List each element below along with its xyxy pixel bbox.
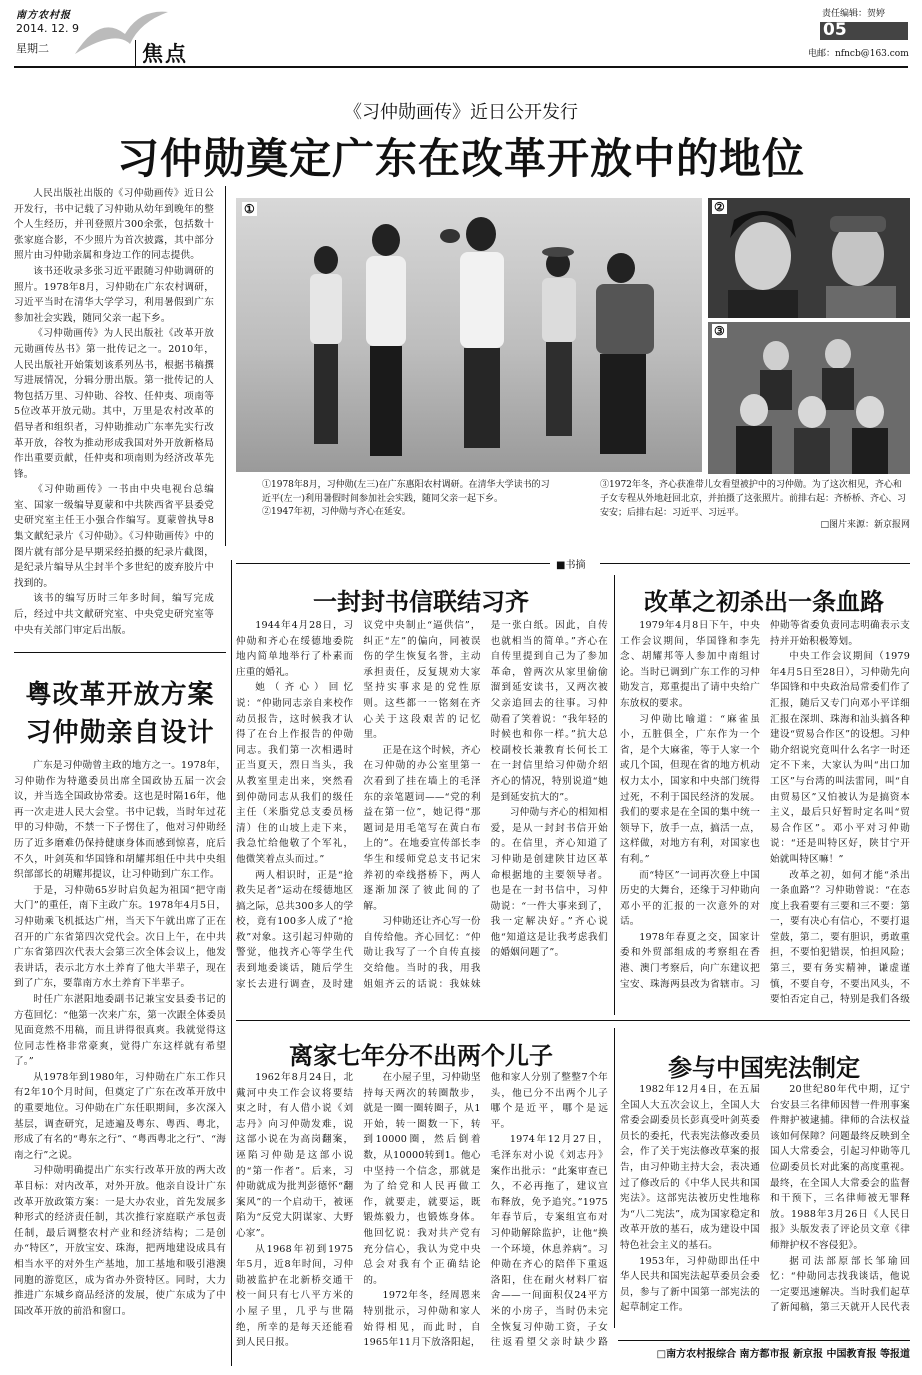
masthead (0, 0, 922, 90)
letters-section-title: 一封封书信联结习齐 (313, 587, 529, 616)
sons-paragraph: 1962年8月24日，北戴河中央工作会议将要结束之时，有人借小说《刘志丹》向习仲勋发难，说这部小说在为高岗翻案，诬陷习仲勋是这部小说的“第一作者”。后来，习仲勋就成为批判彭德怀“翻案风”的一个启动干，被诬陷为“反党大阴谋家、大野心家”。 (236, 1072, 354, 1239)
lead-paragraph: 人民出版社出版的《习仲勋画传》近日公开发行，书中记载了习仲勋从幼年到晚年的整个人生经历，并刊登照片300余张，包括数十张家庭合影，不少照片为首次披露，其中部分照片由习仲勋亲属和身边工作的同志提供。 (14, 188, 214, 262)
photo-label-1: ① (244, 202, 255, 216)
contact-email: 电邮：nfncb@163.com (808, 49, 909, 59)
excerpt-rule-left (236, 563, 550, 564)
excerpt-rule-right (600, 563, 910, 564)
letters-section-body (236, 618, 608, 1014)
lead-paragraph: 《习仲勋画传》为人民出版社《改革开放元勋画传丛书》第一批传记之一。2010年，人民出版社开始策划该系列丛书，根据书稿撰写进展情况，分辑分册出版。第一批传记的人物包括万里、习仲勋、谷牧、任仲夷、项南等5位改革开放元勋。其中，万里是农村改革的倡导者和组织者，习仲勋推动广东率先实行改革开放，谷牧为推动形成我国对外开放新格局作出重要贡献，任仲夷和项南则为经济改革先锋。 (14, 328, 214, 480)
reform-section-body (620, 618, 910, 1014)
photo-label-2: ② (714, 200, 725, 214)
photo-1947-yanan-couple (708, 198, 910, 318)
footer-sources: □南方农村报综合 南方都市报 新京报 中国教育报 等报道 (618, 1340, 910, 1360)
lead-paragraph: 《习仲勋画传》一书由中央电视台总编室、国家一级编导夏蒙和中共陕西省平县委党史研究室主任王小强合作编写。夏蒙曾执导8集文献纪录片《习仲勋》。《习仲勋画传》中的图片就有部分是早期采经拍摄的纪录片截图，是纪录片编导从尘封半个多世纪的废弃胶片中找到的。 (14, 484, 214, 589)
gd-paragraph: 于是，习仲勋65岁时启负起为祖国“把守南大门”的重任，南下主政广东。1978年4月5日，习仲勋乘飞机抵达广州，当天下午就出席了正在召开的广东省第四次党代会。次日上午，在中共广东省第四次代表大会第三次全体会议上，他发表讲话，表示北方水土养育了他大半辈子，现在到了广东，要靠南方水土养育下半辈子。 (14, 884, 226, 990)
couple-portrait (708, 198, 910, 318)
letters-paragraph: 两人相识时，正是“抢救失足者”运动在绥德地区搞之际，总共300多人的学校，竟有100多人成了“抢救”对象。这引起习仲勋的警觉，他找齐心等学生代表到地委谈话，随后学生家长去进行调查，及时建议党中央制止“逼供信”，纠正“左”的偏向，同被误伤的学生恢复名誉，主动承担责任，反复规劝大家坚持实事求是的党性原则。这些都一一铭刻在齐心关于这段艰苦的记忆里。 (236, 620, 481, 990)
reform-paragraph: 习仲勋比喻道：“麻雀虽小，五脏俱全，广东作为一个省，是个大麻雀，等于人家一个或几个国，但现在省的地方机动权力太小，国家和中央部门统得过死，不利于国民经济的发展。我们的要求是在全国的集中统一领导下，放手一点，搞活一点，这样做，对地方有利，对国家也有利。” (620, 713, 760, 865)
gd-section-title-1: 粤改革开放方案 (25, 680, 215, 710)
paper-name: 南方农村报 (16, 10, 71, 21)
sons-top-rule (236, 1020, 910, 1021)
const-paragraph: 据司法部原部长邹瑜回忆：“仲勋同志找我谈话，他说一定要迅速解决。当时我们起草了新闻稿，第三天就开人民代表 (770, 1255, 910, 1314)
gd-paragraph: 广东是习仲勋曾主政的地方之一。1978年，习仲勋作为特邀委员出席全国政协五届一次会议，并当选全国政协常委。这也是时隔16年，他再一次走进人民大会堂。书中记载，当时年过花甲的习仲勋，不禁一下子愣住了，他对习仲勋经历了近多磨难仍保持健康身体而感到惊喜，庇后不久，叶剑英和华国锋和胡耀邦组任中共中央组织部部长的胡耀邦提议，让习仲勋到广东工作。 (14, 760, 226, 881)
gd-column-divider (231, 560, 232, 1366)
letters-paragraph: 习仲勋与齐心的相知相爱，是从一封封书信开始的。在信里，齐心知道了习仲勋是创建陕甘边区革命根据地的主要领导者。也是在一封书信中，习仲勋说：“一件大事来到了，我一定解决好。”齐心说他“知道这是让我考虑我们的婚姻问题了”。 (490, 807, 608, 959)
family-portrait (708, 322, 910, 474)
section-title: 焦点 (142, 41, 188, 66)
issue-date: 2014. 12. 9 (16, 22, 79, 35)
letters-paragraph: 1944年4月28日，习仲勋和齐心在绥德地委院地内简单地举行了朴素而庄重的婚礼。 (236, 620, 354, 678)
gd-section-rule (14, 652, 226, 653)
section-vertical-divider (135, 40, 136, 66)
sons-section-body (236, 1070, 608, 1362)
sons-section-title: 离家七年分不出两个儿子 (289, 1041, 553, 1070)
reform-paragraph: 1978年春夏之交，国家计委和外贸部组成的考察组在香港、澳门考察后，向广东建议把宝安、珠海两县改为省辖市。习仲勋等省委负责同志明确表示支持并开始积极筹划。 (620, 620, 910, 990)
excerpt-label: ■书摘 (556, 560, 586, 571)
reform-section-title: 改革之初杀出一条血路 (644, 587, 884, 616)
sons-paragraph: 从1968年初到1975年5月，近8年时间，习仲勋被监护在北新桥交通干校一间只有七八平方米的小屋子里，几乎与世隔绝，所幸的是每天还能看到人民日报。 (236, 1243, 354, 1349)
letters-reform-divider (614, 575, 615, 1015)
caption-photo-1: ①1978年8月，习仲勋(左三)在广东惠阳农村调研。在清华大学读书的习近平(左一)利用暑假时间参加社会实践，随同父亲一起下乡。 (262, 480, 550, 504)
letters-paragraph: 正是在这个时候，齐心在习仲勋的办公室里第一次看到了挂在墙上的毛泽东的亲笔题词——“党的利益在第一位”，她记得“那题词是用毛笔写在黄白布上的”。在地委宣传部长李华生和绥师党总支书记宋养初的牵线搭桥下，两人逐渐加深了彼此间的了解。 (363, 744, 481, 912)
photo-1972-family-reunion (708, 322, 910, 474)
gd-section-title-2: 习仲勋亲自设计 (25, 718, 215, 748)
page-number: 05 (823, 20, 847, 40)
const-paragraph: 20世纪80年代中期，辽宁台安县三名律师因替一件刑事案件辩护被逮捕。律师的合法权益该如何保障？问题最终反映到全国人大常委会，引起习仲勋等几位副委员长对此案的高度重视。最终，在全国人大常委会的监督和干预下，三名律师被无罪释放。1988年3月26日《人民日报》头版发表了评论员文章《律师辩护权不容侵犯》。 (770, 1084, 910, 1251)
gd-paragraph: 从1978年到1980年，习仲勋在广东工作只有2年10个月时间，但奠定了广东在改革开放中的重要地位。习仲勋在广东任职期间，多次深入基层，调查研究，足迹遍及粤东、粤西、粤北，形成了有名的“粤东之行”、“粤西粤北之行”、“海南之行”之说。 (14, 1071, 226, 1161)
gd-paragraph: 时任广东湛阳地委副书记兼宝安县委书记的方苞回忆：“他第一次来广东，第一次跟全体委员见面竟然不用稿，而且讲得很真爽。我就觉得这位同志性格非常豪爽，觉得广东这样就有希望了。” (14, 993, 226, 1068)
reform-paragraph: 中央工作会议期间（1979年4月5日至28日），习仲勋先向华国锋和中央政治局常委们作了汇报，随后又专门向邓小平详细汇报在深圳、珠海和汕头搞各种建设“贸易合作区”的设想。习仲勋介绍说究竟叫什么名字一时还定不下来，大家认为叫“出口加工区”与台湾的叫法雷同，叫“自由贸易区”又怕被认为是搞资本主义，最后只好暂时定名叫“贸易合作区”。邓小平对习仲勋说：“还是叫特区好，陕甘宁开始就叫特区嘛！” (770, 651, 910, 865)
photo-caption-right: ③1972年冬，齐心获准带儿女看望被护中的习仲勋。为了这次相见，齐心和子女专程从外地赶回北京，并拍摄了这张照片。前排右起：齐桥桥、齐心、习安安；后排右起：习近平、习远平。 (600, 480, 907, 518)
lead-paragraph: 该书还收录多张习近平跟随习仲勋调研的照片。1978年8月，习仲勋在广东农村调研，习近平当时在清华大学学习，利用暑假到广东参加社会实践，随同父亲一起下乡。 (14, 265, 214, 324)
gd-section-body (14, 758, 226, 1362)
photo-caption-left-2: ②1947年初，习仲勋与齐心在延安。 (262, 507, 411, 517)
weekday: 星期二 (16, 42, 49, 55)
reform-paragraph: 而“特区”一词再次登上中国历史的大舞台，还缘于习仲勋向邓小平的汇报的一次意外的对话。 (620, 869, 760, 928)
const-paragraph: 1982年12月4日，在五届全国人大五次会议上，全国人大常委会副委员长彭真受叶剑英委员长的委托，代表宪法修改委员会，作了关于宪法修改草案的报告，由习仲勋主持大会，表决通过了修改后的《中华人民共和国宪法》。这部宪法被历史性地称为“八二宪法”，成为国家稳定和改革开放的基石，成为建设中国特色社会主义的基石。 (620, 1084, 760, 1251)
photo-label-3: ③ (714, 324, 725, 338)
headline-kicker: 《习仲勋画传》近日公开发行 (344, 102, 578, 123)
letters-paragraph: 习仲勋还让齐心写一份自传给他。齐心回忆：“仲勋让我写了一个自传直接交给他。当时的我，用我姐姐齐云的话说：我妹妹是一张白纸。因此，自传也就相当的简单。”齐心在自传里提到自己为了参加革命，曾两次从家里偷偷溜到延安读书，又两次被父亲追回去的往事。习仲勋看了笑着说：“我年轻的时候也和你一样。”抗大总校副校长兼教育长何长工在一封信里给习仲勋介绍齐心的情况，特别说道“她是到延安抗大的”。 (363, 620, 608, 990)
headline-title: 习仲勋奠定广东在改革开放中的地位 (116, 134, 805, 183)
lead-paragraph: 该书的编写历时三年多时间，编写完成后，经过中共文献研究室、中央党史研究室等中央有关部门审定后出版。 (14, 593, 214, 636)
masthead-rule (14, 66, 908, 68)
const-section-title: 参与中国宪法制定 (668, 1053, 860, 1082)
group-people-figures (236, 198, 702, 472)
letters-paragraph: 她（齐心）回忆说：“仲勋同志亲自来校作动员报告，这时候我才认得了在台上作报告的仲勋同志。我们第一次相遇时正当夏天，烈日当头，我从教室里走出来，突然看到仲勋同志从我们的级任主任（米脂党总支委员杨清）住的山坡上走下来，我急忙给他敬了个军礼，他微笑着点头而过。” (236, 682, 354, 865)
photo-source: □图片来源：新京报网 (820, 520, 910, 530)
sons-const-divider (614, 1028, 615, 1328)
reform-paragraph: 1979年4月8日下午，中央工作会议期间，华国锋和李先念、胡耀邦等人参加中南组讨论。当时已调到广东工作的习仲勋发言，郑重提出了请中央给广东放权的要求。 (620, 620, 760, 709)
editor-credit: 责任编辑：贺婷 (822, 9, 886, 19)
sons-paragraph: 1972年冬，经周恩来特别批示，习仲勋和家人始得相见，而此时，自1965年11月下放洛阳起，他和家人分别了整整7个年头，他已分不出两个儿子哪个是近平，哪个是远平。 (363, 1072, 608, 1349)
sons-paragraph: 在小屋子里，习仲勋坚持每天两次的转圈散步，就是一圈一圈转圈子，从1开始，转一圈数一下，转到10000圈，然后倒着数，从10000转到1。他心中坚持一个信念，那就是为了给党和人民再做工作，就要走，就要运，既锻炼毅力，也锻炼身体。他回忆说：我对共产党有充分信心，我认为党中央总会对我有个正确结论的。 (363, 1072, 481, 1286)
lead-divider (225, 186, 226, 546)
reform-paragraph: 改革之初，如何才能“杀出一条血路”？习仲勋曾说：“在态度上我看要有三要和三不要：第一，要有决心有信心，不要打退堂鼓，第二，要有胆识，勇敢重担，不要怕犯错误，怕担风险；第三，要有务实精神，谦虚谨慎，不要自夸，不要出风头，不要怕否定自己，特别是我们各级 (770, 869, 910, 1006)
photo-1978-village-inspection (236, 198, 702, 472)
const-section-body (620, 1082, 910, 1326)
const-paragraph: 1953年，习仲勋即出任中华人民共和国宪法起草委员会委员，参与了新中国第一部宪法的起草制定工作。 (620, 1255, 760, 1314)
lead-article (14, 186, 214, 642)
gd-paragraph: 习仲勋明确提出广东实行改革开放的两大改革目标：对内改革，对外开放。他亲自设计广东改革开放政策方案：一是大办农业，首先发展多种形式的经济责任制，其次推行家庭联产承包责任制，最后调整农村产业和经济结构；二是创办“特区”，开放宝安、珠海，把两地建设成具有相当水平的对外生产基地，加工基地和吸引港澳同胞的游览区，成为省办外资特区。同时，大力推进广东城乡商品经济的发展，使广东成为了中国改革开放的前沿和窗口。 (14, 1165, 226, 1317)
sons-paragraph: 1974年12月27日，毛泽东对小说《刘志丹》案作出批示：“此案审查已久，不必再拖了，建议宣布释放，免予追究。”1975年春节后，专案组宣布对习仲勋解除监护，让他“换一个环境，休息养病”。习仲勋在齐心的陪伴下重返洛阳，住在耐火材料厂宿舍——一间面积仅24平方米的小房子，当时仍未完全恢复习仲勋工资，子女往返看望父亲时缺少路 (490, 1134, 608, 1349)
